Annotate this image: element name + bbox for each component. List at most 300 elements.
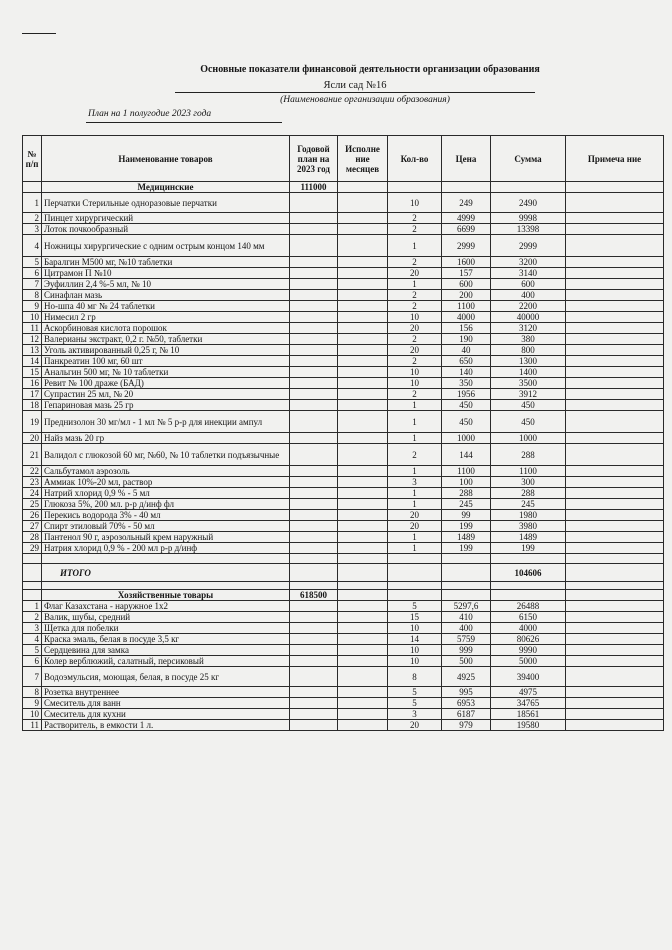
empty-cell xyxy=(566,590,664,601)
table-row xyxy=(23,400,664,411)
empty-cell xyxy=(566,582,664,590)
item-name: Гепариновая мазь 25 гр xyxy=(42,400,290,411)
item-name: Баралгин М500 мг, №10 таблетки xyxy=(42,257,290,268)
item-qty: 14 xyxy=(388,634,442,645)
empty-cell xyxy=(42,554,290,564)
item-qty: 15 xyxy=(388,612,442,623)
empty-cell xyxy=(388,582,442,590)
table-row xyxy=(23,543,664,554)
row-number: 1 xyxy=(23,193,42,213)
item-qty: 10 xyxy=(388,623,442,634)
row-number: 5 xyxy=(23,645,42,656)
annual-plan-cell xyxy=(290,623,338,634)
item-sum: 450 xyxy=(491,400,566,411)
item-name: Валидол с глюкозой 60 мг, №60, № 10 таблетки подъязычные xyxy=(42,444,290,466)
table-row xyxy=(23,235,664,257)
execution-cell xyxy=(338,312,388,323)
item-price: 650 xyxy=(442,356,491,367)
table-row xyxy=(23,257,664,268)
row-number: 3 xyxy=(23,623,42,634)
row-number: 14 xyxy=(23,356,42,367)
row-number: 8 xyxy=(23,687,42,698)
item-price: 40 xyxy=(442,345,491,356)
item-sum: 199 xyxy=(491,543,566,554)
item-name: Водоэмульсия, моющая, белая, в посуде 25 кг xyxy=(42,667,290,687)
item-sum: 1100 xyxy=(491,466,566,477)
execution-cell xyxy=(338,645,388,656)
item-price: 6699 xyxy=(442,224,491,235)
annual-plan-cell xyxy=(290,290,338,301)
total-sum: 104606 xyxy=(491,564,566,582)
annual-plan-cell xyxy=(290,268,338,279)
note-cell xyxy=(566,301,664,312)
item-name: Найз мазь 20 гр xyxy=(42,433,290,444)
table-row xyxy=(23,213,664,224)
table-row xyxy=(23,687,664,698)
execution-cell xyxy=(338,279,388,290)
execution-cell xyxy=(338,257,388,268)
item-name: Валерианы экстракт, 0,2 г. №50, таблетки xyxy=(42,334,290,345)
annual-plan-cell xyxy=(290,345,338,356)
note-cell xyxy=(566,389,664,400)
row-number: 26 xyxy=(23,510,42,521)
item-price: 600 xyxy=(442,279,491,290)
item-name: Щетка для побелки xyxy=(42,623,290,634)
item-price: 1956 xyxy=(442,389,491,400)
annual-plan-cell xyxy=(290,612,338,623)
item-name: Сердцевина для замка xyxy=(42,645,290,656)
table-row xyxy=(23,499,664,510)
item-sum: 34765 xyxy=(491,698,566,709)
organization-name: Ясли сад №16 xyxy=(175,79,535,93)
plan-underline xyxy=(86,122,282,123)
item-qty: 2 xyxy=(388,301,442,312)
note-cell xyxy=(566,213,664,224)
empty-cell xyxy=(491,582,566,590)
annual-plan-cell xyxy=(290,687,338,698)
row-number: 4 xyxy=(23,634,42,645)
execution-cell xyxy=(338,521,388,532)
item-qty: 8 xyxy=(388,667,442,687)
item-name: Растворитель, в емкости 1 л. xyxy=(42,720,290,731)
table-row xyxy=(23,667,664,687)
annual-plan-cell xyxy=(290,543,338,554)
row-number: 21 xyxy=(23,444,42,466)
annual-plan-cell xyxy=(290,224,338,235)
row-number: 7 xyxy=(23,279,42,290)
item-qty: 5 xyxy=(388,687,442,698)
note-cell xyxy=(566,720,664,731)
note-cell xyxy=(566,257,664,268)
item-qty: 3 xyxy=(388,477,442,488)
annual-plan-cell xyxy=(290,477,338,488)
note-cell xyxy=(566,634,664,645)
note-cell xyxy=(566,224,664,235)
item-sum: 19580 xyxy=(491,720,566,731)
item-name: Уголь активированный 0,25 г, № 10 xyxy=(42,345,290,356)
table-row xyxy=(23,521,664,532)
table-row xyxy=(23,477,664,488)
item-sum: 1400 xyxy=(491,367,566,378)
annual-plan-cell xyxy=(290,709,338,720)
item-qty: 20 xyxy=(388,521,442,532)
item-sum: 3200 xyxy=(491,257,566,268)
item-qty: 10 xyxy=(388,312,442,323)
item-price: 4999 xyxy=(442,213,491,224)
annual-plan-cell xyxy=(290,389,338,400)
annual-plan-cell xyxy=(290,720,338,731)
item-qty: 10 xyxy=(388,367,442,378)
item-price: 249 xyxy=(442,193,491,213)
item-sum: 80626 xyxy=(491,634,566,645)
note-cell xyxy=(566,709,664,720)
item-qty: 2 xyxy=(388,213,442,224)
section-row xyxy=(23,182,664,193)
empty-cell xyxy=(566,182,664,193)
item-qty: 2 xyxy=(388,334,442,345)
execution-cell xyxy=(338,477,388,488)
note-cell xyxy=(566,356,664,367)
row-number: 6 xyxy=(23,656,42,667)
spacer-row xyxy=(23,554,664,564)
execution-cell xyxy=(338,466,388,477)
annual-plan-cell xyxy=(290,279,338,290)
item-name: Аммиак 10%-20 мл, раствор xyxy=(42,477,290,488)
empty-cell xyxy=(388,182,442,193)
empty-cell xyxy=(491,590,566,601)
item-sum: 13398 xyxy=(491,224,566,235)
item-qty: 2 xyxy=(388,257,442,268)
corner-mark xyxy=(22,33,56,34)
item-sum: 245 xyxy=(491,499,566,510)
table-row xyxy=(23,334,664,345)
empty-cell xyxy=(491,554,566,564)
row-number: 1 xyxy=(23,601,42,612)
item-qty: 10 xyxy=(388,656,442,667)
empty-cell xyxy=(290,582,338,590)
empty-cell xyxy=(42,582,290,590)
note-cell xyxy=(566,400,664,411)
item-name: Валик, шубы, средний xyxy=(42,612,290,623)
note-cell xyxy=(566,378,664,389)
execution-cell xyxy=(338,433,388,444)
execution-cell xyxy=(338,213,388,224)
item-qty: 20 xyxy=(388,268,442,279)
note-cell xyxy=(566,312,664,323)
item-qty: 1 xyxy=(388,235,442,257)
annual-plan-cell xyxy=(290,213,338,224)
note-cell xyxy=(566,543,664,554)
table-row xyxy=(23,698,664,709)
item-price: 5297,6 xyxy=(442,601,491,612)
annual-plan-cell xyxy=(290,698,338,709)
table-row xyxy=(23,323,664,334)
annual-plan-cell xyxy=(290,466,338,477)
row-number: 19 xyxy=(23,411,42,433)
execution-cell xyxy=(338,444,388,466)
table-row xyxy=(23,656,664,667)
empty-cell xyxy=(290,564,338,582)
item-qty: 10 xyxy=(388,378,442,389)
note-cell xyxy=(566,477,664,488)
col-header-qty: Кол-во xyxy=(388,136,442,182)
item-name: Перекись водорода 3% - 40 мл xyxy=(42,510,290,521)
note-cell xyxy=(566,510,664,521)
item-price: 4925 xyxy=(442,667,491,687)
empty-cell xyxy=(338,590,388,601)
item-price: 199 xyxy=(442,521,491,532)
section-name: Хозяйственные товары xyxy=(42,590,290,601)
note-cell xyxy=(566,323,664,334)
empty-cell xyxy=(442,182,491,193)
item-qty: 5 xyxy=(388,698,442,709)
item-name: Смеситель для кухни xyxy=(42,709,290,720)
execution-cell xyxy=(338,612,388,623)
table-row xyxy=(23,645,664,656)
empty-cell xyxy=(23,582,42,590)
row-number: 10 xyxy=(23,709,42,720)
note-cell xyxy=(566,612,664,623)
item-qty: 20 xyxy=(388,345,442,356)
note-cell xyxy=(566,687,664,698)
note-cell xyxy=(566,290,664,301)
item-price: 350 xyxy=(442,378,491,389)
item-name: Спирт этиловый 70% - 50 мл xyxy=(42,521,290,532)
row-number: 4 xyxy=(23,235,42,257)
item-price: 157 xyxy=(442,268,491,279)
item-name: Розетка внутреннее xyxy=(42,687,290,698)
empty-cell xyxy=(338,582,388,590)
item-qty: 5 xyxy=(388,601,442,612)
row-number: 13 xyxy=(23,345,42,356)
execution-cell xyxy=(338,301,388,312)
note-cell xyxy=(566,601,664,612)
empty-cell xyxy=(23,564,42,582)
empty-cell xyxy=(442,582,491,590)
note-cell xyxy=(566,488,664,499)
item-price: 999 xyxy=(442,645,491,656)
item-price: 288 xyxy=(442,488,491,499)
note-cell xyxy=(566,645,664,656)
empty-cell xyxy=(442,564,491,582)
item-name: Цитрамон П №10 xyxy=(42,268,290,279)
item-sum: 4975 xyxy=(491,687,566,698)
note-cell xyxy=(566,433,664,444)
empty-cell xyxy=(442,554,491,564)
table-row xyxy=(23,466,664,477)
empty-cell xyxy=(491,182,566,193)
annual-plan-cell xyxy=(290,193,338,213)
item-sum: 3140 xyxy=(491,268,566,279)
col-header-annual-plan: Годовой план на 2023 год xyxy=(290,136,338,182)
row-number: 24 xyxy=(23,488,42,499)
table-row xyxy=(23,345,664,356)
item-price: 4000 xyxy=(442,312,491,323)
empty-cell xyxy=(442,590,491,601)
item-qty: 2 xyxy=(388,444,442,466)
annual-plan-cell xyxy=(290,235,338,257)
row-number: 7 xyxy=(23,667,42,687)
empty-cell xyxy=(566,564,664,582)
execution-cell xyxy=(338,224,388,235)
execution-cell xyxy=(338,193,388,213)
item-qty: 1 xyxy=(388,411,442,433)
item-price: 1000 xyxy=(442,433,491,444)
item-qty: 2 xyxy=(388,224,442,235)
col-header-execution: Исполне ние месяцев xyxy=(338,136,388,182)
table-row xyxy=(23,224,664,235)
item-price: 156 xyxy=(442,323,491,334)
empty-cell xyxy=(23,554,42,564)
item-qty: 1 xyxy=(388,279,442,290)
item-name: Флаг Казахстана - наружное 1х2 xyxy=(42,601,290,612)
item-name: Колер верблюжий, салатный, персиковый xyxy=(42,656,290,667)
item-sum: 600 xyxy=(491,279,566,290)
row-number: 11 xyxy=(23,720,42,731)
annual-plan-cell xyxy=(290,356,338,367)
item-sum: 26488 xyxy=(491,601,566,612)
note-cell xyxy=(566,623,664,634)
note-cell xyxy=(566,345,664,356)
item-price: 6953 xyxy=(442,698,491,709)
execution-cell xyxy=(338,601,388,612)
execution-cell xyxy=(338,411,388,433)
table-row xyxy=(23,510,664,521)
row-number: 27 xyxy=(23,521,42,532)
item-price: 450 xyxy=(442,400,491,411)
item-sum: 2200 xyxy=(491,301,566,312)
note-cell xyxy=(566,532,664,543)
execution-cell xyxy=(338,389,388,400)
annual-plan-cell xyxy=(290,532,338,543)
execution-cell xyxy=(338,345,388,356)
annual-plan-cell xyxy=(290,645,338,656)
item-sum: 1300 xyxy=(491,356,566,367)
item-price: 1100 xyxy=(442,466,491,477)
item-sum: 1000 xyxy=(491,433,566,444)
item-name: Но-шпа 40 мг № 24 таблетки xyxy=(42,301,290,312)
item-price: 140 xyxy=(442,367,491,378)
note-cell xyxy=(566,411,664,433)
execution-cell xyxy=(338,235,388,257)
item-price: 1489 xyxy=(442,532,491,543)
item-name: Краска эмаль, белая в посуде 3,5 кг xyxy=(42,634,290,645)
item-qty: 1 xyxy=(388,543,442,554)
item-name: Натрия хлорид 0,9 % - 200 мл р-р д/инф xyxy=(42,543,290,554)
row-number: 28 xyxy=(23,532,42,543)
item-sum: 2999 xyxy=(491,235,566,257)
execution-cell xyxy=(338,543,388,554)
item-qty: 3 xyxy=(388,709,442,720)
item-qty: 10 xyxy=(388,193,442,213)
item-price: 190 xyxy=(442,334,491,345)
execution-cell xyxy=(338,698,388,709)
empty-cell xyxy=(388,564,442,582)
item-price: 144 xyxy=(442,444,491,466)
annual-plan-cell xyxy=(290,510,338,521)
table-row xyxy=(23,378,664,389)
item-price: 500 xyxy=(442,656,491,667)
execution-cell xyxy=(338,634,388,645)
annual-plan-cell xyxy=(290,323,338,334)
item-qty: 2 xyxy=(388,356,442,367)
total-row xyxy=(23,564,664,582)
annual-plan-cell xyxy=(290,411,338,433)
execution-cell xyxy=(338,656,388,667)
empty-cell xyxy=(338,554,388,564)
row-number: 6 xyxy=(23,268,42,279)
row-number: 12 xyxy=(23,334,42,345)
table-row xyxy=(23,709,664,720)
table-row xyxy=(23,433,664,444)
section-annual-plan: 111000 xyxy=(290,182,338,193)
item-qty: 2 xyxy=(388,389,442,400)
item-name: Ножницы хирургические с одним острым концом 140 мм xyxy=(42,235,290,257)
table-row xyxy=(23,444,664,466)
execution-cell xyxy=(338,532,388,543)
execution-cell xyxy=(338,290,388,301)
document-title: Основные показатели финансовой деятельности организации образования xyxy=(200,64,540,75)
note-cell xyxy=(566,279,664,290)
execution-cell xyxy=(338,400,388,411)
empty-cell xyxy=(290,554,338,564)
annual-plan-cell xyxy=(290,444,338,466)
item-sum: 1980 xyxy=(491,510,566,521)
item-sum: 6150 xyxy=(491,612,566,623)
item-sum: 3500 xyxy=(491,378,566,389)
item-price: 1100 xyxy=(442,301,491,312)
row-number: 18 xyxy=(23,400,42,411)
item-qty: 20 xyxy=(388,720,442,731)
item-price: 200 xyxy=(442,290,491,301)
item-sum: 1489 xyxy=(491,532,566,543)
col-header-name: Наименование товаров xyxy=(42,136,290,182)
item-name: Сальбутамол аэрозоль xyxy=(42,466,290,477)
note-cell xyxy=(566,656,664,667)
note-cell xyxy=(566,466,664,477)
table-row xyxy=(23,279,664,290)
execution-cell xyxy=(338,378,388,389)
item-price: 99 xyxy=(442,510,491,521)
table-row xyxy=(23,290,664,301)
annual-plan-cell xyxy=(290,521,338,532)
section-num-cell xyxy=(23,590,42,601)
item-sum: 3912 xyxy=(491,389,566,400)
note-cell xyxy=(566,235,664,257)
execution-cell xyxy=(338,323,388,334)
item-price: 6187 xyxy=(442,709,491,720)
item-sum: 9998 xyxy=(491,213,566,224)
execution-cell xyxy=(338,623,388,634)
table-row xyxy=(23,720,664,731)
row-number: 16 xyxy=(23,378,42,389)
section-row xyxy=(23,590,664,601)
empty-cell xyxy=(338,182,388,193)
table-row xyxy=(23,532,664,543)
item-price: 2999 xyxy=(442,235,491,257)
table-header-row xyxy=(23,136,664,182)
item-price: 995 xyxy=(442,687,491,698)
item-sum: 300 xyxy=(491,477,566,488)
empty-cell xyxy=(388,590,442,601)
plan-period: План на 1 полугодие 2023 года xyxy=(88,109,212,119)
item-qty: 1 xyxy=(388,499,442,510)
item-qty: 1 xyxy=(388,466,442,477)
annual-plan-cell xyxy=(290,312,338,323)
item-sum: 288 xyxy=(491,444,566,466)
row-number: 9 xyxy=(23,301,42,312)
row-number: 3 xyxy=(23,224,42,235)
